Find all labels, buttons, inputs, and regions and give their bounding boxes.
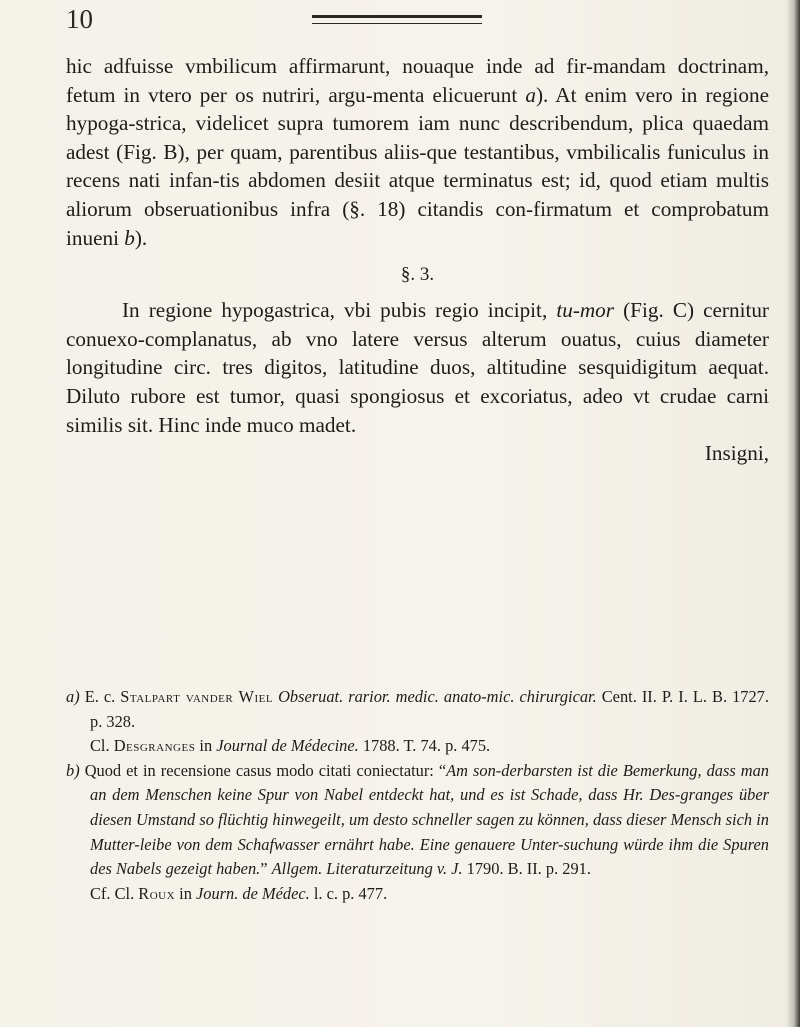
paragraph-2: In regione hypogastrica, vbi pubis regio incipit, tu-mor (Fig. C) cernitur conuexo-complanatus, ab vno latere versus alterum ouatus, cuius diameter longitudine circ. tres digitos, latitudine duos, altitudine sesquidigitum aequat. Diluto rubore est tumor, quasi spongiosus et excoriatus, adeo vt crudae carni similis sit. Hinc inde muco madet. [66, 298, 769, 437]
footnote-ref-a: a [525, 82, 536, 107]
footnotes [66, 685, 769, 906]
footnote-a-cf: Cl. Desgranges in Journal de Médecine. 1788. T. 74. p. 475. [90, 736, 491, 756]
page-edge-shadow [786, 0, 800, 1027]
main-text [66, 52, 769, 468]
footnote-a: a) E. c. Stalpart vander Wiel Obseruat. rarior. medic. anato-mic. chirurgicar. Cent. II. P. I. L. B. 1727. p. 328. [66, 687, 769, 731]
section-heading: §. 3. [400, 264, 435, 286]
catchword: Insigni, [704, 441, 769, 466]
footnote-b-cf: Cf. Cl. Roux in Journ. de Médec. l. c. p. 477. [90, 883, 388, 903]
footnote-b: b) Quod et in recensione casus modo citati coniectatur: “Am son-derbarsten ist die Bemerkung, dass man an dem Menschen keine Spur von Nabel entdeckt hat, und es ist Schade, dass Hr. Des-granges über diesen Umstand so flüchtig hinwegeilt, um desto schneller sagen zu können, dass dieser Mensch sich in Mutter-leibe von dem Schafwasser ernährt habe. Eine genauere Unter-suchung würde ihm die Spuren des Nabels gezeigt haben.” Allgem. Literaturzeitung v. J. 1790. B. II. p. 291. [66, 760, 769, 879]
paragraph-1: hic adfuisse vmbilicum affirmarunt, nouaque inde ad fir-mandam doctrinam, fetum in vtero per os nutriri, argu-menta elicuerunt a). At enim vero in regione hypoga-strica, videlicet supra tumorem iam nunc describendum, plica quaedam adest (Fig. B), per quam, parentibus aliis-que testantibus, vmbilicalis funiculus in recens nati infan-tis abdomen desiit atque terminatus est; id, quod etiam multis aliorum obseruationibus infra (§. 18) citandis con-firmatum et comprobatum inueni b). [66, 54, 769, 250]
page-number: 10 [66, 4, 93, 34]
footnote-ref-b: b [124, 225, 135, 250]
header-rule [312, 15, 482, 24]
term-tumor: tu-mor [556, 298, 615, 323]
